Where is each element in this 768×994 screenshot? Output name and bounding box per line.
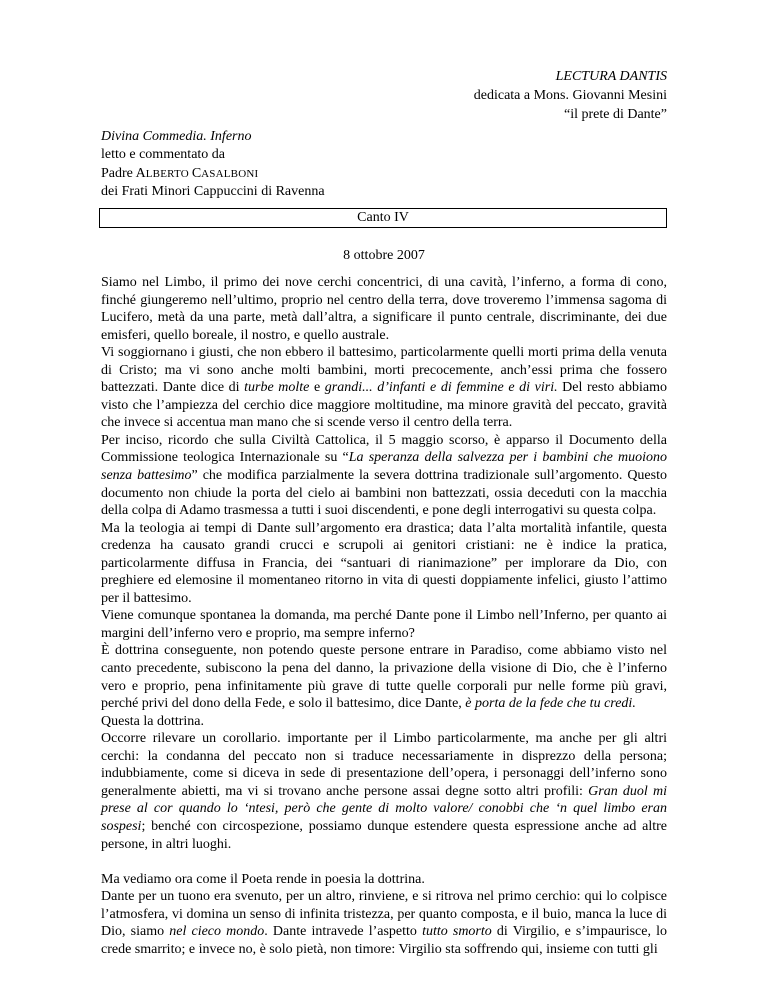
nickname-line: “il prete di Dante”	[563, 107, 667, 122]
paragraph: Questa la dottrina.	[101, 713, 205, 729]
series-title: LECTURA DANTIS	[555, 69, 667, 84]
paragraph: Occorre rilevare un corollario. importante per il Limbo particolarmente, ma anche per gli altri cerchi: la condanna del peccato non si traduce necessariamente in disprezzo della persona; indubbiamente, come si diceva in sede di presentazione dell’opera, i personaggi dell’inferno sono generalmente abietti, ma vi si trovano anche persone assai degne sotto altri profili: Gran duol mi prese al cor quando lo ‘ntesi, però che gente di molto valore/ conobbi che ‘n quel limbo eran sospesi; benché con circospezione, possiamo dunque estendere questa espressione anche ad altre persone, in altri luoghi.	[101, 731, 667, 852]
work-title: Divina Commedia. Inferno	[101, 129, 252, 144]
lecture-date: 8 ottobre 2007	[343, 248, 425, 263]
paragraph: Dante per un tuono era svenuto, per un altro, rinviene, e si ritrova nel primo cerchio: qui lo colpisce l’atmosfera, vi domina un senso di infinita tristezza, per quanto composta, e il buio, manca la luce di Dio, siamo nel cieco mondo. Dante intravede l’aspetto tutto smorto di Virgilio, e s’impaurisce, lo crede smarrito; e invece no, è solo pietà, non timore: Virgilio sta soffrendo qui, insieme con tutti gli	[101, 889, 667, 957]
paragraph: Vi soggiornano i giusti, che non ebbero il battesimo, particolarmente quelli morti prima della venuta di Cristo; ma vi sono anche molti bambini, morti precocemente, anch’essi prima che fossero battezzati. Dante dice di turbe molte e grandi... d’infanti e di femmine e di viri. Del resto abbiamo visto che l’ampiezza del cerchio dice maggiore moltitudine, ma minore gravità del peccato, gravità che invece si accentua man mano che si scende verso il centro della terra.	[101, 345, 668, 431]
paragraph: È dottrina conseguente, non potendo queste persone entrare in Paradiso, come abbiamo visto nel canto precedente, subiscono la pena del danno, la privazione della visione di Dio, che è l’inferno vero e proprio, pena infinitamente più grave di tutte quelle corporali pur nelle forme più gravi, perché privi del dono della Fede, e solo il battesimo, dice Dante, è porta de la fede che tu credi.	[101, 643, 667, 712]
paragraph: Viene comunque spontanea la domanda, ma perché Dante pone il Limbo nell’Inferno, per quanto ai margini dell’inferno vero e proprio, ma sempre inferno?	[101, 608, 667, 641]
canto-heading: Canto IV	[99, 208, 667, 228]
read-by-line: letto e commentato da	[101, 147, 226, 163]
author-name: Padre ALBERTO CASALBONI	[101, 165, 259, 181]
paragraph: Per inciso, ricordo che sulla Civiltà Cattolica, il 5 maggio scorso, è apparso il Documento della Commissione teologica Internazionale su “La speranza della salvezza per i bambini che muoiono senza battesimo” che modifica parzialmente la severa dottrina tradizionale sull’argomento. Questo documento non chiude la porta del cielo ai bambini non battezzati, ossia deceduti con la macchia della colpa di Adamo trasmessa a tutti i suoi discendenti, e pone degli interrogativi su questa colpa.	[101, 432, 668, 519]
author-block	[101, 128, 325, 201]
dedication-header	[474, 67, 667, 124]
dedication-line: dedicata a Mons. Giovanni Mesini	[473, 88, 667, 103]
paragraph: Ma la teologia ai tempi di Dante sull’argomento era drastica; data l’alta mortalità infantile, questa credenza ha causato grandi crucci e scrupoli ai genitori cristiani: ne è indice la pratica, particolarmente diffusa in Francia, dei “santuari di rianimazione” per implorare da Dio, con preghiere ed elemosine il momentaneo ritorno in vita di questi doppiamente infelici, giusto l’attimo per il battesimo.	[101, 520, 667, 606]
paragraph: Siamo nel Limbo, il primo dei nove cerchi concentrici, di una cavità, l’inferno, a forma di cono, finché giungeremo nell’ultimo, proprio nel centro della terra, dove troveremo l’immensa sagoma di Lucifero, metà da una parte, metà dall’altra, a significare il punto centrale, discriminante, dei due emisferi, quello boreale, il nostro, e quello australe.	[101, 275, 667, 343]
body-text	[101, 274, 667, 958]
affiliation-line: dei Frati Minori Cappuccini di Ravenna	[101, 183, 325, 199]
paragraph: Ma vediamo ora come il Poeta rende in poesia la dottrina.	[101, 871, 425, 887]
